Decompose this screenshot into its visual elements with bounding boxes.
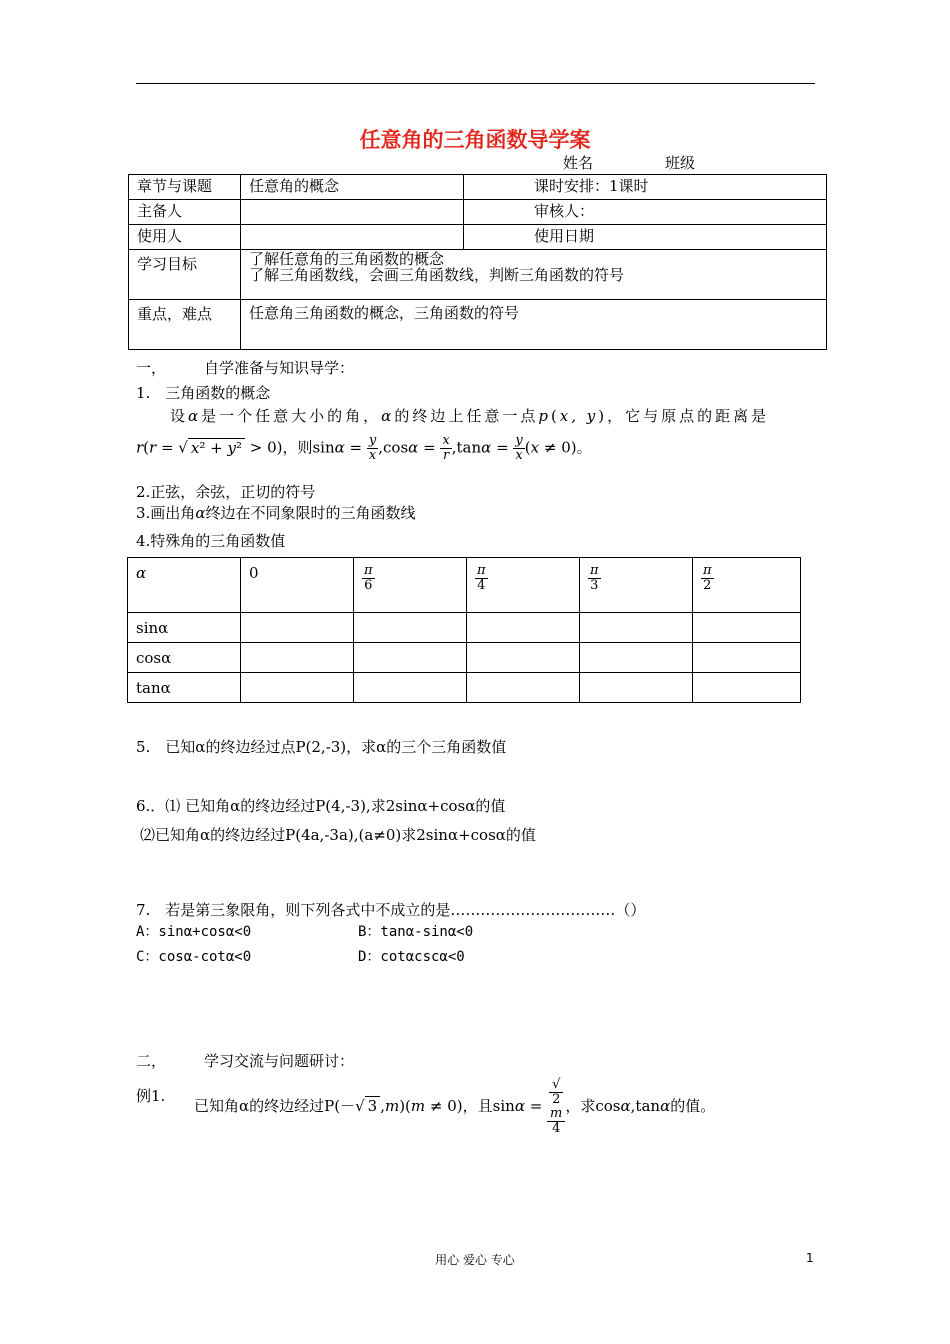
item-1-heading: 1. 三角函数的概念 xyxy=(136,384,271,402)
table-header-cell: $\frac{\pi}{6}$ xyxy=(354,558,467,613)
name-label: 姓名 xyxy=(563,154,594,172)
option-a: A：sinα+cosα<0 xyxy=(136,924,252,940)
section-1-title: 自学准备与知识导学： xyxy=(204,359,355,377)
table-header-cell: α xyxy=(128,558,241,613)
table-cell xyxy=(241,200,464,225)
table-row-label: sinα xyxy=(128,613,241,643)
goal-line: 了解三角函数线，会画三角函数线，判断三角函数的符号 xyxy=(249,266,625,284)
header-rule xyxy=(136,83,815,84)
page-number: 1 xyxy=(806,1251,814,1265)
table-cell: 使用人 xyxy=(129,225,241,250)
table-header-cell: $\frac{\pi}{3}$ xyxy=(580,558,693,613)
question-7: 7. 若是第三象限角，则下列各式中不成立的是……………………………（） xyxy=(136,901,646,919)
table-cell: 审核人： xyxy=(464,200,827,225)
option-d: D：cotαcscα<0 xyxy=(358,949,465,965)
table-row-label: cosα xyxy=(128,643,241,673)
question-6-part-1: 6.．⑴ 已知角α的终边经过P(4,-3),求2sinα+cosα的值 xyxy=(136,797,506,815)
item-2: 2.正弦，余弦，正切的符号 xyxy=(136,483,316,501)
table-cell xyxy=(241,225,464,250)
table-header-cell: $\frac{\pi}{2}$ xyxy=(693,558,801,613)
goal-label: 学习目标 xyxy=(129,250,241,300)
section-1-number: 一， xyxy=(136,359,167,377)
item-1-text: 设α是一个任意大小的角，α的终边上任意一点p(x, y)，它与原点的距离是 xyxy=(170,407,770,425)
item-4: 4.特殊角的三角函数值 xyxy=(136,532,286,550)
key-label: 重点，难点 xyxy=(129,300,241,350)
question-5: 5. 已知α的终边经过点P(2,-3)，求α的三个三角函数值 xyxy=(136,738,507,756)
table-cell: 使用日期 xyxy=(464,225,827,250)
item-3: 3.画出角α终边在不同象限时的三角函数线 xyxy=(136,504,416,522)
table-cell: 主备人 xyxy=(129,200,241,225)
example-1-text: 已知角α的终边经过P(－√ 3 ,m)(m ≠ 0)，且sinα = √ 2 m 4 ，求cosα,tanα的值。 xyxy=(194,1077,716,1136)
section-2-number: 二， xyxy=(136,1052,167,1070)
table-cell: 任意角的概念 xyxy=(241,175,464,200)
example-1-label: 例1. xyxy=(136,1087,166,1105)
footer-text: 用心 爱心 专心 xyxy=(435,1253,515,1267)
option-b: B：tanα-sinα<0 xyxy=(358,924,474,940)
table-cell: 课时安排：1课时 xyxy=(464,175,827,200)
table-row-label: tanα xyxy=(128,673,241,703)
table-header-cell: 0 xyxy=(241,558,354,613)
page-title: 任意角的三角函数导学案 xyxy=(359,128,591,152)
question-6-part-2: ⑵已知角α的终边经过P(4a,-3a),(a≠0)求2sinα+cosα的值 xyxy=(140,826,536,844)
option-c: C：cosα-cotα<0 xyxy=(136,949,252,965)
class-label: 班级 xyxy=(665,154,696,172)
key-content: 任意角三角函数的概念，三角函数的符号 xyxy=(241,300,827,350)
info-table xyxy=(128,174,827,350)
table-cell: 章节与课题 xyxy=(129,175,241,200)
goal-line: 了解任意角的三角函数的概念 xyxy=(249,250,445,268)
goal-content xyxy=(241,250,827,300)
section-2-title: 学习交流与问题研讨： xyxy=(204,1052,355,1070)
definition-formula: r(r = √ x² + y² > 0)，则sinα = $\frac{y}{x}$ ,cosα = $\frac{x}{r}$ ,tanα = $\frac{y}{x}$ (x ≠ 0)。 xyxy=(136,433,592,463)
special-angle-table xyxy=(127,557,801,703)
table-header-cell: $\frac{\pi}{4}$ xyxy=(467,558,580,613)
